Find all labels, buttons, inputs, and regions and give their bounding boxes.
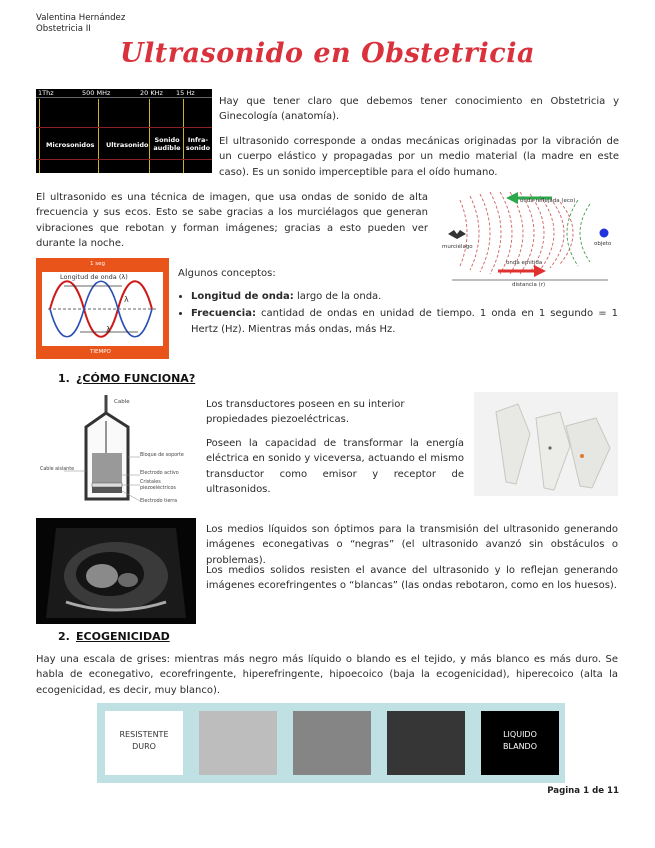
liquido-label: LIQUIDO <box>503 730 537 739</box>
gray-scale-strip <box>97 703 565 783</box>
cable-label: Cable <box>114 399 130 405</box>
bat-label: murciélago <box>442 244 473 250</box>
gray-swatch-dark <box>387 711 465 775</box>
gray-swatch-black <box>481 711 559 775</box>
emitted-wave-label: onda emitida <box>506 260 543 266</box>
wavelength-label: Longitud de onda (λ) <box>60 273 128 281</box>
transducer-probes-photo <box>474 392 618 496</box>
blando-label: BLANDO <box>502 742 538 751</box>
concept-term: Frecuencia: <box>191 308 256 320</box>
band-label: Sonido audible <box>153 136 181 152</box>
freq-label: 20 KHz <box>140 89 163 97</box>
one-second-label: 1 seg <box>90 261 105 267</box>
cristales-label: Cristales piezoeléctricos <box>140 480 176 491</box>
concept-term: Longitud de onda: <box>191 291 294 302</box>
page-title: Ultrasonido en Obstetricia <box>120 38 535 69</box>
intro-paragraph-2: El ultrasonido corresponde a ondas mecánicas originadas por la vibración de un cuerpo elástico y propagadas por un medio material (la madre en este caso). Es un sonido imperceptible para el oído humano. <box>219 136 619 178</box>
course-name: Obstetricia II <box>36 24 91 34</box>
bloque-label: Bloque de soporte <box>140 453 184 458</box>
concept-text: largo de la onda. <box>293 291 382 302</box>
electrodo-activo-label: Electrodo activo <box>140 471 179 476</box>
reflected-wave-label: onda reflejada (eco) <box>520 198 576 204</box>
wavelength-figure <box>36 258 169 359</box>
section-title: ¿CÓMO FUNCIONA? <box>76 372 196 385</box>
section-2-heading <box>58 630 170 643</box>
freq-label: 500 MHz <box>82 89 111 97</box>
gray-swatch-medium <box>293 711 371 775</box>
section-1-paragraph-4: Los medios solidos resisten el avance del ultrasonido y lo reflejan generando imágenes ecorefringentes o “blancas” (las ondas rebotaron, como en los huesos). <box>206 565 618 592</box>
ultrasound-scan-image <box>36 518 196 624</box>
intro-paragraph-3: El ultrasonido es una técnica de imagen, que usa ondas de sonido de alta frecuencia y sus ecos. Esto se sabe gracias a los murciélagos que generan vibraciones que rebotan y forman imágenes; gracias a esto pueden ver durante la noche. <box>36 192 428 250</box>
freq-label: 1Thz <box>38 89 54 97</box>
frequency-spectrum-figure <box>36 89 212 173</box>
band-label: Infra-sonido <box>185 136 211 152</box>
time-label: TIEMPO <box>90 349 111 355</box>
concept-item <box>191 306 618 337</box>
band-label: Ultrasonido <box>106 141 149 149</box>
probes-illustration <box>474 392 618 496</box>
distance-label: distancia (r) <box>512 282 546 288</box>
section-2-paragraph-1: Hay una escala de grises: mientras más negro más líquido o blando es el tejido, y más blanco es más duro. Se habla de econegativo, ecorefringente, hiperefringente, hipoecoico (baja la ecogenicidad), hiperecoico (alta la ecogenicidad, es decir, muy blanco). <box>36 654 618 696</box>
band-label: Microsonidos <box>46 141 95 149</box>
concept-item <box>191 289 618 304</box>
resistente-label: RESISTENTE <box>119 730 169 739</box>
section-1-paragraph-1: Los transductores poseen en su interior propiedades piezoeléctricas. <box>206 399 405 426</box>
lambda-symbol: λ <box>106 325 111 334</box>
section-number: 2. <box>58 630 70 643</box>
concepts-intro: Algunos conceptos: <box>178 268 276 279</box>
section-1-heading <box>58 372 195 385</box>
freq-label: 15 Hz <box>176 89 195 97</box>
section-number: 1. <box>58 372 70 385</box>
concept-text: cantidad de ondas en unidad de tiempo. 1 onda en 1 segundo = 1 Hertz (Hz). Mientras más ondas, más Hz. <box>191 308 618 335</box>
page-number: Pagina 1 de 11 <box>547 786 619 796</box>
transducer-figure <box>36 391 196 515</box>
gray-swatch-light <box>199 711 277 775</box>
echolocation-figure <box>440 188 620 290</box>
electrodo-tierra-label: Electrodo tierra <box>140 499 178 504</box>
author-name: Valentina Hernández <box>36 13 126 23</box>
cable-aislante-label: Cable aislante <box>40 467 75 472</box>
concepts-list <box>178 289 618 339</box>
duro-label: DURO <box>132 742 156 751</box>
ultrasound-scan <box>36 518 196 624</box>
gray-swatch-white <box>105 711 183 775</box>
intro-paragraph-1: Hay que tener claro que debemos tener conocimiento en Obstetricia y Ginecología (anatomía). <box>219 96 619 123</box>
sine-wave-diagram <box>42 272 163 346</box>
section-1-paragraph-3: Los medios líquidos son óptimos para la transmisión del ultrasonido generando imágenes econegativas o “negras” (el ultrasonido avanzó sin obstáculos o problemas). <box>206 524 618 566</box>
object-label: objeto <box>594 241 612 247</box>
section-1-paragraph-2: Poseen la capacidad de transformar la energía eléctrica en sonido y viceversa, actuando el mismo transductor como emisor y receptor de ultrasonidos. <box>206 438 464 496</box>
section-title: ECOGENICIDAD <box>76 630 170 643</box>
lambda-symbol: λ <box>124 295 129 304</box>
